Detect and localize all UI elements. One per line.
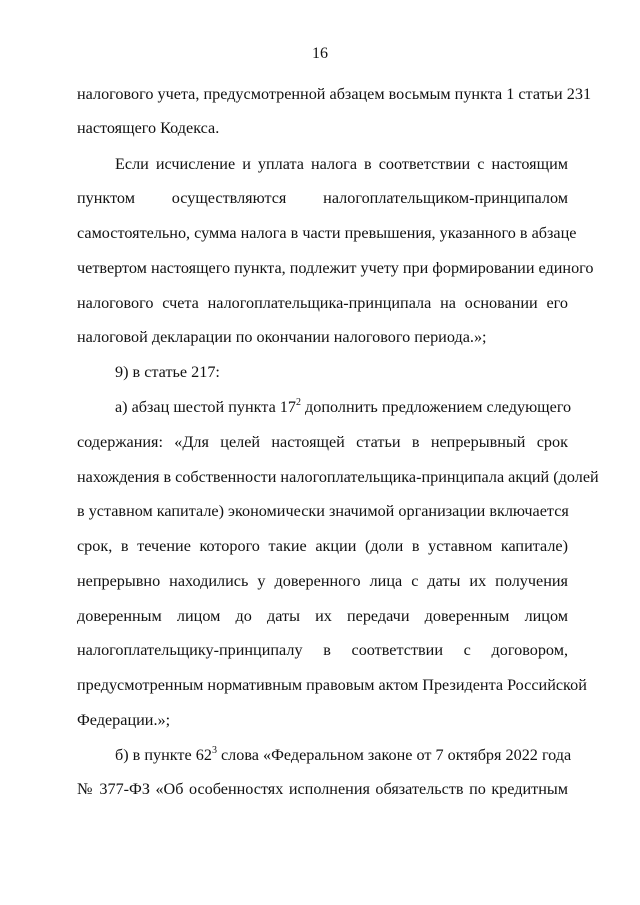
text-line: налогового счета налогоплательщика-принципала на основании его [77,294,568,312]
text-segment: а) абзац шестой пункта 17 [115,398,296,416]
page-number: 16 [312,45,328,62]
paragraph-first-line [115,397,572,417]
text-line: налогового учета, предусмотренной абзацем восьмым пункта 1 статьи 231 [77,85,592,103]
text-line: содержания: «Для целей настоящей статьи в непрерывный срок [77,433,568,451]
text-segment: дополнить предложением следующего [301,398,572,416]
text-line: доверенным лицом до даты их передачи доверенным лицом [77,607,568,625]
text-line: непрерывно находились у доверенного лица с даты их получения [77,572,568,590]
superscript: 3 [211,745,217,756]
list-item-heading: 9) в статье 217: [115,363,220,381]
text-line: налогоплательщику-принципалу в соответствии с договором, [77,641,568,659]
text-line: в уставном капитале) экономически значимой организации включается [77,502,569,520]
text-segment: слова «Федеральном законе от 7 октября 2022 года [216,746,572,764]
text-line: срок, в течение которого такие акции (доли в уставном капитале) [77,537,568,555]
text-segment: б) в пункте 62 [115,746,212,764]
text-line: предусмотренным нормативным правовым актом Президента Российской [77,676,587,694]
paragraph-first-line [115,745,572,765]
text-line: Федерации.»; [77,711,171,729]
text-line: нахождения в собственности налогоплательщика-принципала акций (долей [77,468,599,486]
text-line: четвертом настоящего пункта, подлежит учету при формировании единого [77,259,594,277]
text-line: № 377-ФЗ «Об особенностях исполнения обязательств по кредитным [77,780,568,798]
text-line: пунктом осуществляются налогоплательщиком-принципалом [77,189,568,207]
text-line: самостоятельно, сумма налога в части превышения, указанного в абзаце [77,224,577,242]
paragraph-first-line: Если исчисление и уплата налога в соответствии с настоящим [115,155,568,173]
text-line: налоговой декларации по окончании налогового периода.»; [77,328,487,346]
text-line: настоящего Кодекса. [77,119,220,137]
superscript: 2 [296,397,301,408]
